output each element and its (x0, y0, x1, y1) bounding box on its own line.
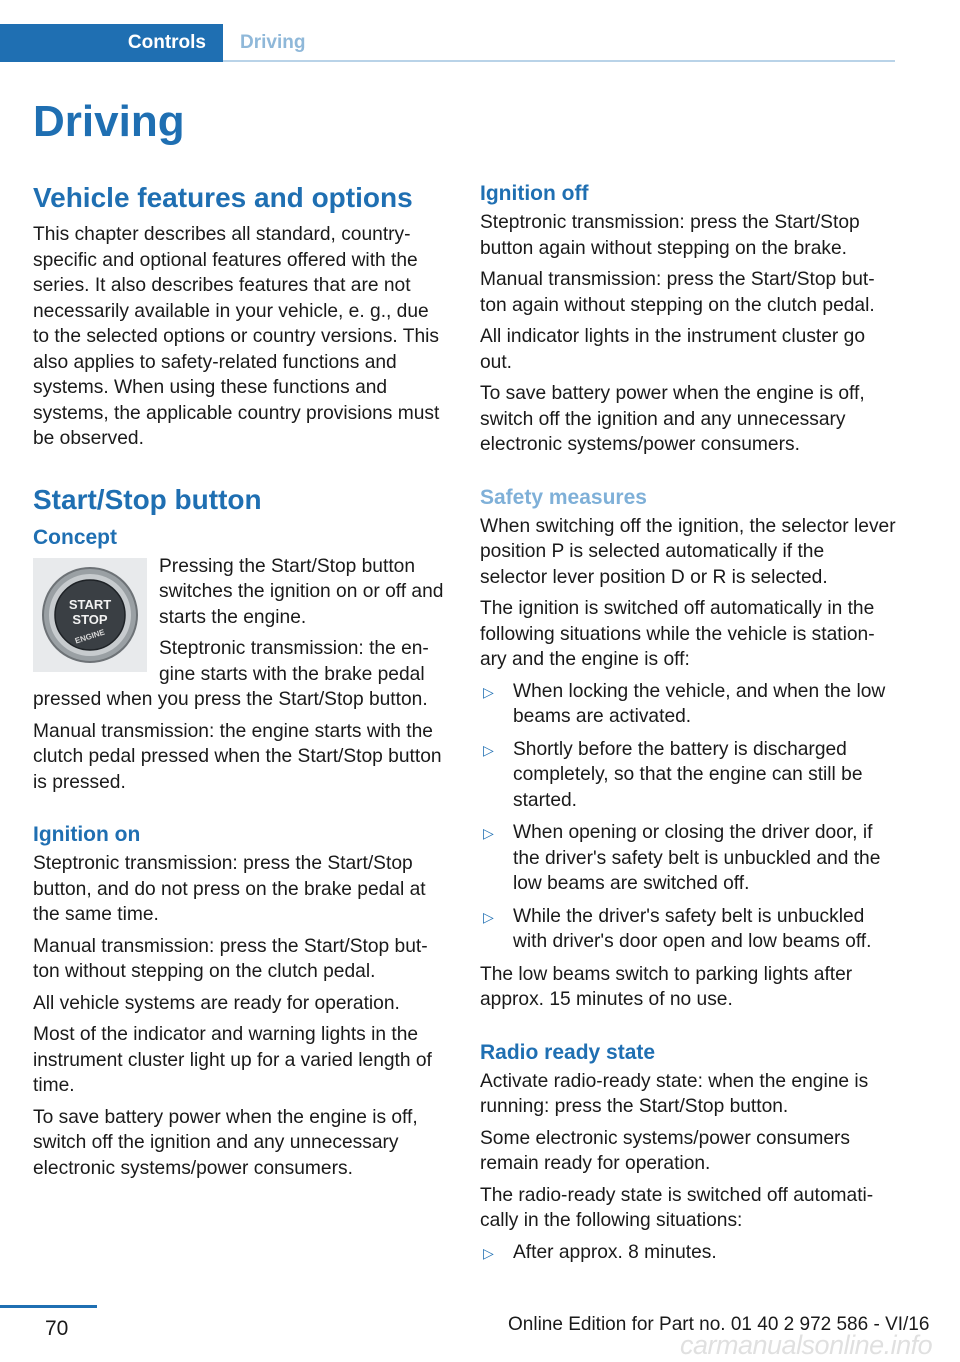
list-item: ▷ After approx. 8 minutes. (480, 1240, 896, 1266)
header-divider (223, 60, 895, 62)
ignition-off-p1: Steptronic transmission: press the Start/Stop button again without stepping on the brake. (480, 212, 860, 259)
list-item: ▷ When locking the vehicle, and when the low beams are activated. (483, 680, 886, 727)
radio-ready-list (480, 1240, 896, 1266)
ignition-on-heading: Ignition on (33, 823, 141, 846)
tab-driving-label: Driving (240, 32, 306, 53)
ignition-off-p2: Manual transmission: press the Start/Stop but‐ton again without stepping on the clutch pedal. (480, 269, 875, 316)
tab-controls-label: Controls (127, 32, 206, 53)
image-text-engine: ENGINE (73, 627, 106, 646)
safety-list (480, 679, 896, 955)
ignition-on-p3: All vehicle systems are ready for operation. (33, 992, 400, 1014)
page-title: Driving (33, 97, 185, 146)
vehicle-features-heading: Vehicle features and options (33, 182, 413, 213)
safety-heading: Safety measures (480, 485, 647, 509)
concept-p1: Pressing the Start/Stop button switches the ignition on or off and starts the engine. (159, 555, 444, 628)
start-stop-button-image (33, 558, 147, 672)
ignition-on-p2: Manual transmission: press the Start/Stop but‐ton without stepping on the clutch pedal. (33, 935, 428, 982)
tab-controls (0, 24, 223, 62)
safety-p1: When switching off the ignition, the selector lever position P is selected automatically if the selector lever position D or R is selected. (480, 515, 896, 588)
concept-p3: Manual transmission: the engine starts with the clutch pedal pressed when the Start/Stop button is pressed. (33, 720, 442, 793)
radio-ready-p3: The radio-ready state is switched off automati‐cally in the following situations: (480, 1184, 874, 1231)
left-column (33, 180, 448, 1187)
start-stop-heading: Start/Stop button (33, 483, 262, 515)
ignition-off-p4: To save battery power when the engine is off, switch off the ignition and any unnecessary electronic systems/power consumers. (480, 383, 865, 455)
triangle-bullet-icon: ▷ (483, 825, 494, 841)
triangle-bullet-icon: ▷ (483, 908, 494, 925)
list-item: ▷ When opening or closing the driver door, if the driver's safety belt is unbuckled and the low beams are switched off. (483, 822, 881, 894)
watermark: carmanualsonline.info (680, 1330, 933, 1360)
concept-heading: Concept (33, 525, 117, 549)
ignition-on-p4: Most of the indicator and warning lights in the instrument cluster light up for a varied length of time. (33, 1024, 432, 1096)
image-text-start: START (68, 596, 112, 612)
list-item: ▷ Shortly before the battery is discharged completely, so that the engine can still be started. (483, 738, 863, 811)
ignition-off-p3: All indicator lights in the instrument cluster go out. (480, 326, 865, 373)
safety-p3: The low beams switch to parking lights after approx. 15 minutes of no use. (480, 963, 853, 1010)
start-stop-button-icon (40, 565, 140, 665)
concept-section (33, 554, 448, 719)
footer-divider (0, 1305, 97, 1308)
radio-ready-p1: Activate radio-ready state: when the engine is running: press the Start/Stop button. (480, 1070, 869, 1117)
vehicle-features-body: This chapter describes all standard, country-specific and optional features offered with the series. It also describes features that are not necessarily available in your vehicle, e. g., due to the selected options or country versions. This also applies to safety-related functions and systems. When using these functions and systems, the applicable country provisions must be observed. (33, 224, 440, 449)
right-column (480, 180, 896, 1272)
image-text-stop: STOP (72, 611, 108, 627)
safety-p2: The ignition is switched off automatically in the following situations while the vehicle is station‐ary and the engine is off: (480, 598, 875, 670)
list-item: ▷ While the driver's safety belt is unbuckled with driver's door open and low beams off. (483, 905, 872, 952)
ignition-on-p5: To save battery power when the engine is off, switch off the ignition and any unnecessary electronic systems/power consumers. (33, 1106, 418, 1179)
concept-p2: Steptronic transmission: the en‐gine starts with the brake pedal pressed when you press the Start/Stop button. (33, 638, 429, 710)
triangle-bullet-icon: ▷ (483, 741, 494, 758)
radio-ready-heading: Radio ready state (480, 1040, 656, 1064)
radio-ready-p2: Some electronic systems/power consumers remain ready for operation. (480, 1127, 851, 1174)
tab-driving (240, 24, 305, 62)
edition-text: Online Edition for Part no. 01 40 2 972 586 - VI/16 (508, 1314, 930, 1335)
triangle-bullet-icon: ▷ (483, 1244, 494, 1261)
triangle-bullet-icon: ▷ (483, 683, 494, 700)
page-number: 70 (45, 1317, 69, 1340)
ignition-on-p1: Steptronic transmission: press the Start/Stop button, and do not press on the brake pedal at the same time. (33, 853, 426, 925)
ignition-off-heading: Ignition off (480, 182, 589, 205)
